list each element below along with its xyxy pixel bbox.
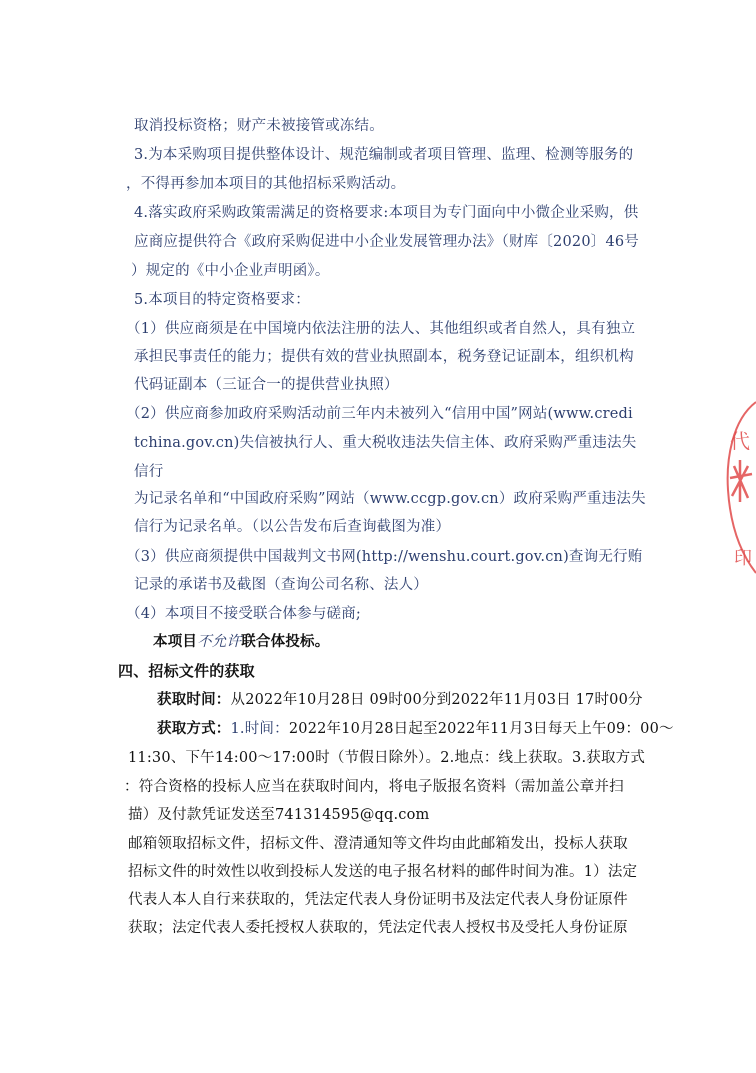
joint-bid-suffix: 联合体投标。 [241, 633, 330, 650]
acquire-method-label: 获取方式： [157, 720, 231, 737]
acquire-method-line [157, 719, 674, 739]
text-line-28: 代表人本人自行来获取的，凭法定代表人身份证明书及法定代表人身份证原件 [128, 892, 628, 908]
text-line-15: 信行为记录名单。（以公告发布后查询截图为准） [134, 519, 451, 535]
text-line-9: 承担民事责任的能力；提供有效的营业执照副本，税务登记证副本，组织机构 [134, 349, 634, 365]
text-line-3: ，不得再参加本项目的其他招标采购活动。 [126, 176, 406, 192]
text-line-1: 取消投标资格；财产未被接管或冻结。 [134, 118, 384, 134]
text-line-12: tchina.gov.cn)失信被执行人、重大税收违法失信主体、政府采购严重违法失 [134, 435, 637, 451]
text-line-23: 11:30、下午14:00～17:00时（节假日除外）。2.地点：线上获取。3.获取方式 [128, 750, 646, 766]
text-line-14: 为记录名单和“中国政府采购”网站（www.ccgp.gov.cn）政府采购严重违法失 [134, 491, 646, 507]
text-line-2: 3.为本采购项目提供整体设计、规范编制或者项目管理、监理、检测等服务的 [134, 147, 634, 163]
text-line-24: ：符合资格的投标人应当在获取时间内，将电子版报名资料（需加盖公章并扫 [124, 779, 624, 795]
text-line-4: 4.落实政府采购政策需满足的资格要求:本项目为专门面向中小微企业采购，供 [134, 205, 639, 221]
acquire-method-time-label: 1.时间： [230, 721, 289, 737]
acquire-time-label: 获取时间： [157, 691, 231, 708]
text-line-6: ）规定的《中小企业声明函》。 [131, 263, 330, 279]
text-line-10: 代码证副本（三证合一的提供营业执照） [134, 377, 399, 393]
text-line-17: 记录的承诺书及截图（查询公司名称、法人） [134, 577, 428, 593]
text-line-13: 信行 [134, 464, 164, 480]
text-line-26: 邮箱领取招标文件，招标文件、澄清通知等文件均由此邮箱发出，投标人获取 [128, 836, 628, 852]
text-line-5: 应商应提供符合《政府采购促进中小企业发展管理办法》（财库〔2020〕46号 [134, 234, 639, 250]
red-seal-stamp [722, 400, 756, 575]
text-line-11: （2）供应商参加政府采购活动前三年内未被列入“信用中国”网站(www.credi [126, 406, 633, 422]
text-line-16: （3）供应商须提供中国裁判文书网(http://wenshu.court.gov.cn)查询无行贿 [126, 549, 643, 565]
seal-glyph-bottom: 印 [734, 548, 752, 569]
text-line-18: （4）本项目不接受联合体参与磋商; [126, 606, 362, 622]
text-line-27: 招标文件的时效性以收到投标人发送的电子报名材料的邮件时间为准。1）法定 [128, 864, 638, 880]
section-heading: 四、招标文件的获取 [118, 662, 255, 680]
text-line-7: 5.本项目的特定资格要求： [134, 292, 310, 308]
seal-glyph-top: 代 [730, 429, 750, 453]
acquire-time-line [157, 690, 643, 710]
joint-bid-prefix: 本项目 [153, 633, 198, 650]
joint-bid-not-allowed: 不允许 [197, 634, 242, 650]
acquire-time-value: 从2022年10月28日 09时00分到2022年11月03日 17时00分 [230, 692, 643, 708]
text-line-29: 获取；法定代表人委托授权人获取的，凭法定代表人授权书及受托人身份证原 [128, 920, 628, 936]
acquire-method-time-value: 2022年10月28日起至2022年11月3日每天上午09：00～ [288, 721, 674, 737]
joint-bid-line [153, 632, 329, 652]
text-line-8: （1）供应商须是在中国境内依法注册的法人、其他组织或者自然人，具有独立 [126, 321, 636, 337]
text-line-25: 描）及付款凭证发送至741314595@qq.com [128, 807, 430, 823]
